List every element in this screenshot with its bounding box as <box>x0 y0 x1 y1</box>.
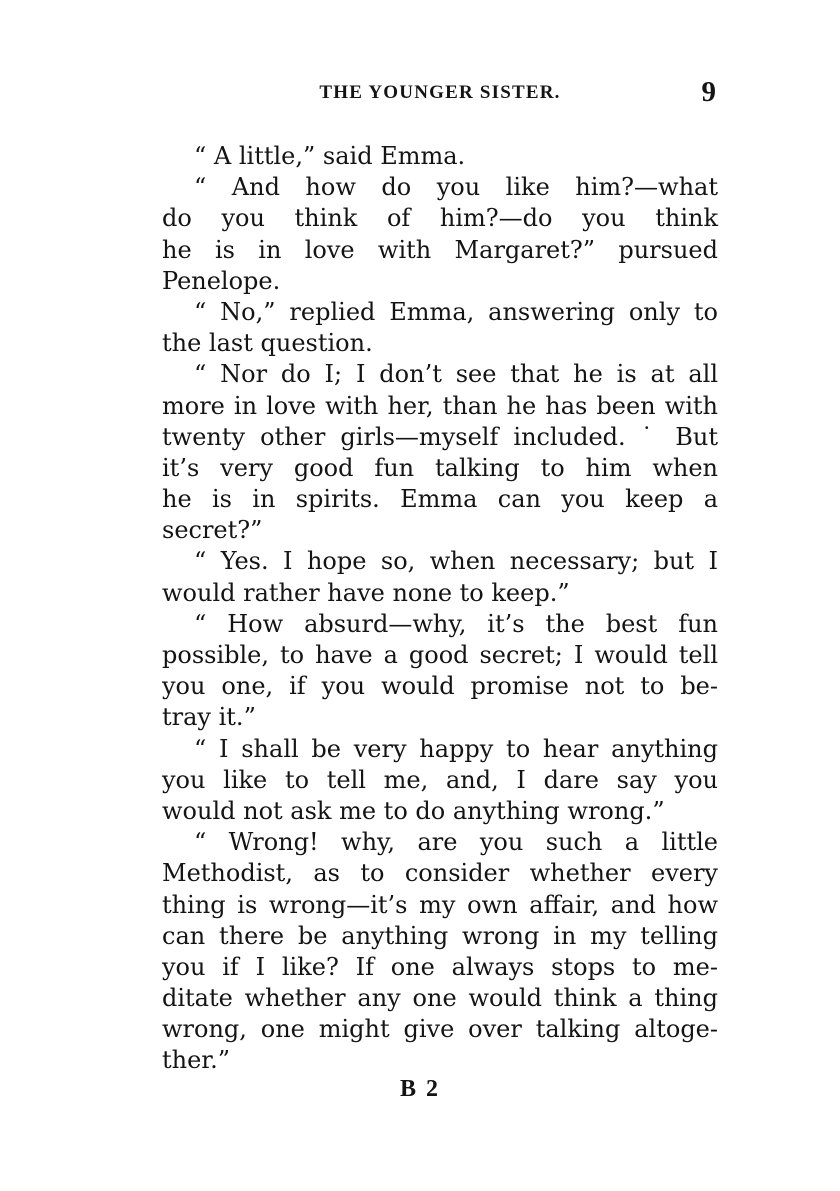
body-text <box>162 141 718 1077</box>
text-line: would rather have none to keep.” <box>162 578 570 607</box>
text-line: can there be anything wrong in my telling <box>162 921 718 950</box>
text-line: do you think of him?—do you think <box>162 204 718 233</box>
text-line: ditate whether any one would think a thing <box>162 984 718 1013</box>
text-line: “ And how do you like him?—what <box>194 173 718 202</box>
text-line: would not ask me to do anything wrong.” <box>162 796 665 825</box>
running-title: THE YOUNGER SISTER. <box>319 82 561 103</box>
text-line: he is in spirits. Emma can you keep a <box>162 485 718 514</box>
text-line: ther.” <box>162 1046 231 1075</box>
text-line: you like to tell me, and, I dare say you <box>162 765 718 794</box>
text-line: “ How absurd—why, it’s the best fun <box>194 609 718 638</box>
text-line: “ Nor do I; I don’t see that he is at all <box>194 360 718 389</box>
text-line: “ Wrong! why, are you such a little <box>194 828 718 857</box>
page-number: 9 <box>701 76 716 108</box>
text-line: “ I shall be very happy to hear anything <box>194 734 718 763</box>
text-line: tray it.” <box>162 703 256 732</box>
running-head <box>162 78 718 114</box>
text-line: Penelope. <box>162 266 281 295</box>
text-line: Methodist, as to consider whether every <box>162 859 718 888</box>
signature-mark: B 2 <box>399 1076 440 1102</box>
text-line: the last question. <box>162 329 373 358</box>
text-line: it’s very good fun talking to him when <box>162 453 718 482</box>
text-line: possible, to have a good secret; I would tell <box>162 641 718 669</box>
text-line: thing is wrong—it’s my own affair, and how <box>162 890 718 919</box>
text-line: he is in love with Margaret?” pursued <box>162 235 718 264</box>
text-line: wrong, one might give over talking altoge- <box>162 1015 718 1044</box>
text-line: you one, if you would promise not to be- <box>162 672 718 701</box>
text-line: “ Yes. I hope so, when necessary; but I <box>194 547 718 576</box>
text-line: more in love with her, than he has been with <box>162 391 718 420</box>
text-line: twenty other girls—myself included. ˙ But <box>162 422 718 451</box>
text-line: “ No,” replied Emma, answering only to <box>194 297 718 326</box>
text-line: you if I like? If one always stops to me- <box>162 952 718 981</box>
text-line: secret?” <box>162 516 263 545</box>
text-line: “ A little,” said Emma. <box>194 142 466 170</box>
